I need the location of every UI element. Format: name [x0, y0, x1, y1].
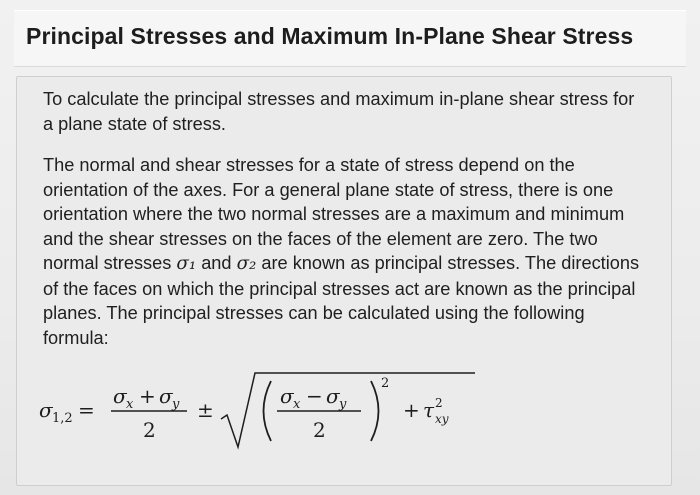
tau-subscript: xy — [435, 412, 449, 426]
num-sigma-x: σ — [113, 384, 127, 408]
lhs-sigma: σ — [39, 398, 53, 422]
equals-sign: = — [78, 398, 95, 422]
radical-sign — [221, 373, 475, 447]
sigma1-symbol: σ₁ — [176, 253, 197, 274]
denominator-1: 2 — [143, 418, 156, 442]
left-paren — [264, 381, 272, 441]
description-text-2: are known as principal stresses. The directions of the faces on which the principal stresses act are known as the principal planes. The principal stresses can be calculated using the following formula: — [43, 253, 640, 348]
tau-exponent: 2 — [435, 396, 443, 410]
page-title: Principal Stresses and Maximum In-Plane Shear Stress — [26, 23, 634, 49]
intro-paragraph: To calculate the principal stresses and maximum in-plane shear stress for a plane state of stress. — [43, 89, 635, 134]
title-bar — [14, 10, 686, 67]
inner-sigma-x: σ — [280, 384, 294, 408]
num-sigma-y: σ — [159, 384, 173, 408]
num-plus: + — [139, 384, 156, 408]
right-paren — [371, 381, 379, 441]
num-sub-y: y — [172, 397, 180, 412]
and-word: and — [196, 253, 237, 273]
inner-sigma-y: σ — [326, 384, 340, 408]
paren-exponent: 2 — [381, 376, 390, 391]
content-panel — [16, 76, 672, 486]
sigma2-symbol: σ₂ — [236, 253, 257, 274]
lhs-subscript: 1,2 — [52, 411, 73, 426]
num-sub-x: x — [126, 397, 134, 412]
plus-minus-sign: ± — [197, 398, 214, 422]
inner-sub-x: x — [293, 397, 301, 412]
denominator-2: 2 — [313, 418, 326, 442]
description-text-1: The normal and shear stresses for a state of stress depend on the orientation of the axes. For a general plane state of stress, there is one orientation where the two normal stresses are a maximum and minimum and the shear stresses on the faces of the element are zero. The two normal stresses — [43, 155, 625, 273]
formula-svg — [31, 367, 511, 457]
inner-sub-y: y — [339, 397, 347, 412]
tau-symbol: τ — [423, 398, 435, 422]
principal-stress-formula — [31, 367, 511, 457]
description-paragraph — [43, 153, 643, 350]
tau-plus: + — [403, 398, 420, 422]
inner-minus: − — [306, 384, 323, 408]
